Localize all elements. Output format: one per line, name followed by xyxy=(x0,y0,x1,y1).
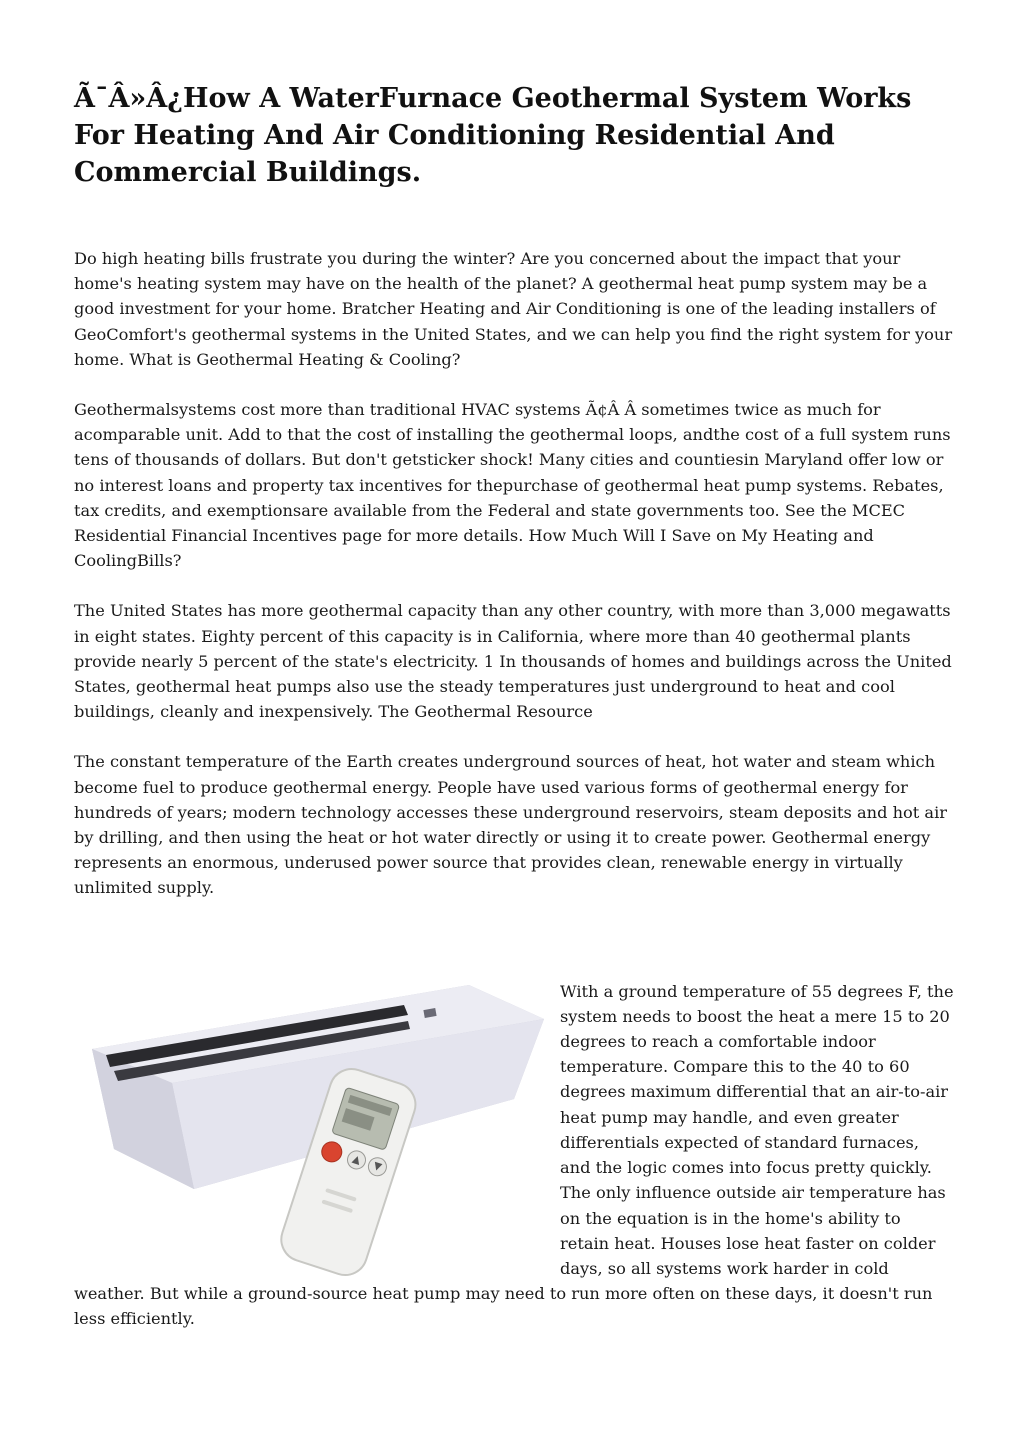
paragraph-cost: Geothermalsystems cost more than traditional HVAC systems Ã¢Â Â sometimes twice as much for acomparable unit. Add to that the cost of installing the geothermal loops, andthe cost of a full system runs tens of thousands of dollars. But don't getsticker shock! Many cities and countiesin Maryland offer low or no interest loans and property tax incentives for thepurchase of geothermal heat pump systems. Rebates, tax credits, and exemptionsare available from the Federal and state governments too. See the MCEC Residential Financial Incentives page for more details. How Much Will I Save on My Heating and CoolingBills? xyxy=(74,400,951,571)
paragraph-ground-temperature: With a ground temperature of 55 degrees F, the system needs to boost the heat a mere 15 to 20 degrees to reach a comfortable indoor temperature. Compare this to the 40 to 60 degrees maximum differential that an air-to-air heat pump may handle, and even greater differentials expected of standard furnaces, and the logic comes into focus pretty quickly. The only influence outside air temperature has on the equation is in the home's ability to retain heat. Houses lose heat faster on colder days, so all systems work harder in cold weather. But while a ground-source heat pump may need to run more often on these days, it doesn't run less efficiently. xyxy=(74,981,954,1329)
paragraph-capacity: The United States has more geothermal capacity than any other country, with more than 3,000 megawatts in eight states. Eighty percent of this capacity is in California, where more than 40 geothermal plants provide nearly 5 percent of the state's electricity. 1 In thousands of homes and buildings across the United States, geothermal heat pumps also use the steady temperatures just underground to heat and cool buildings, cleanly and inexpensively. The Geothermal Resource xyxy=(74,601,952,722)
paragraph-intro: Do high heating bills frustrate you during the winter? Are you concerned about the impact that your home's heating system may have on the health of the planet? A geothermal heat pump system may be a good investment for your home. Bratcher Heating and Air Conditioning is one of the leading installers of GeoComfort's geothermal systems in the United States, and we can help you find the right system for your home. What is Geothermal Heating & Cooling? xyxy=(74,249,953,369)
ceiling-air-conditioner-icon xyxy=(74,979,544,1279)
figure-with-text xyxy=(74,979,954,1332)
air-conditioner-image xyxy=(74,979,544,1279)
paragraph-resource: The constant temperature of the Earth creates underground sources of heat, hot water and steam which become fuel to produce geothermal energy. People have used various forms of geothermal energy for hundreds of years; modern technology accesses these underground reservoirs, steam deposits and hot air by drilling, and then using the heat or hot water directly or using it to create power. Geothermal energy represents an enormous, underused power source that provides clean, renewable energy in virtually unlimited supply. xyxy=(74,752,947,898)
document-page xyxy=(74,80,954,1332)
document-title: Ã¯Â»Â¿How A WaterFurnace Geothermal System Works For Heating And Air Conditioning Residential And Commercial Buildings. xyxy=(74,83,912,188)
